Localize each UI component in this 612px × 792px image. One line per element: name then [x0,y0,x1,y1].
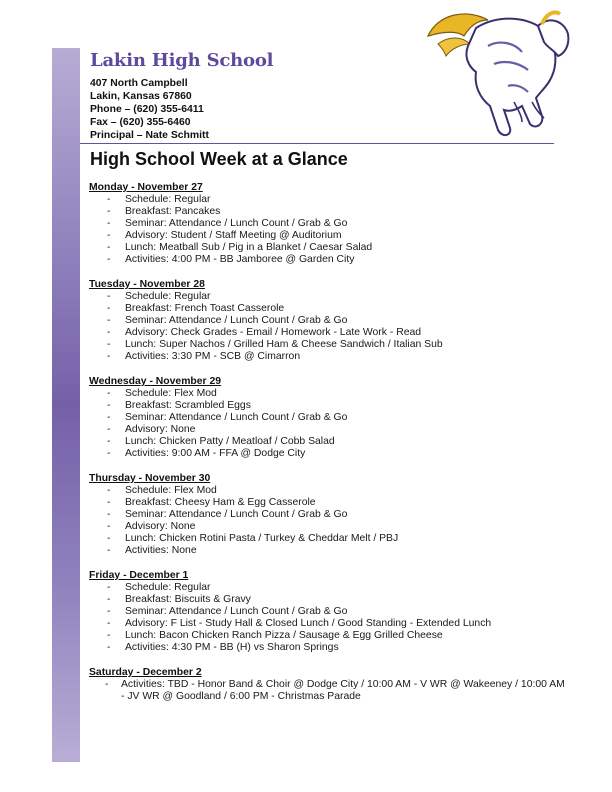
day-thursday [89,473,569,557]
item-text: Advisory: Student / Staff Meeting @ Auditorium [125,230,342,241]
dash-bullet: - [107,194,111,205]
item-text: Lunch: Super Nachos / Grilled Ham & Cheese Sandwich / Italian Sub [125,339,443,350]
list-item [89,339,569,351]
list-item [89,400,569,412]
day-items [89,388,569,460]
dash-bullet: - [107,291,111,302]
dash-bullet: - [107,424,111,435]
list-item [89,630,569,642]
day-tuesday [89,279,569,363]
week-schedule [89,182,569,716]
item-text: Activities: 4:30 PM - BB (H) vs Sharon Springs [125,642,339,653]
dash-bullet: - [105,679,109,690]
list-item [89,327,569,339]
dash-bullet: - [107,485,111,496]
phone-number: Phone – (620) 355-6411 [90,104,204,115]
dash-bullet: - [107,230,111,241]
item-text: Seminar: Attendance / Lunch Count / Grab & Go [125,509,348,520]
list-item [89,194,569,206]
day-wednesday [89,376,569,460]
item-text: Activities: 4:00 PM - BB Jamboree @ Garden City [125,254,355,265]
list-item [89,509,569,521]
dash-bullet: - [107,339,111,350]
fax-number: Fax – (620) 355-6460 [90,117,191,128]
list-item [89,618,569,630]
item-text: Schedule: Flex Mod [125,485,217,496]
item-text: Lunch: Chicken Patty / Meatloaf / Cobb Salad [125,436,335,447]
header-divider [80,143,554,144]
list-item [89,412,569,424]
day-items [89,291,569,363]
list-item [89,606,569,618]
list-item [89,254,569,266]
dash-bullet: - [107,521,111,532]
list-item [89,206,569,218]
item-text: Advisory: F List - Study Hall & Closed Lunch / Good Standing - Extended Lunch [125,618,492,629]
dash-bullet: - [107,594,111,605]
principal-name: Principal – Nate Schmitt [90,130,209,141]
list-item [89,497,569,509]
list-item [89,424,569,436]
item-text: Activities: 3:30 PM - SCB @ Cimarron [125,351,301,362]
list-item [89,485,569,497]
day-saturday [89,667,569,703]
mustang-mascot-logo [418,6,578,141]
item-text: Seminar: Attendance / Lunch Count / Grab & Go [125,315,348,326]
list-item [89,315,569,327]
list-item [89,230,569,242]
list-item [89,291,569,303]
list-item [89,594,569,606]
item-text: Schedule: Regular [125,194,211,205]
list-item [89,303,569,315]
school-name: Lakin High School [90,50,274,71]
day-monday [89,182,569,266]
item-text: Breakfast: Pancakes [125,206,221,217]
dash-bullet: - [107,509,111,520]
item-text: Seminar: Attendance / Lunch Count / Grab & Go [125,412,348,423]
dash-bullet: - [107,242,111,253]
dash-bullet: - [107,436,111,447]
item-text: Lunch: Chicken Rotini Pasta / Turkey & Cheddar Melt / PBJ [125,533,399,544]
item-text: Seminar: Attendance / Lunch Count / Grab & Go [125,606,348,617]
item-text: Advisory: Check Grades - Email / Homework - Late Work - Read [125,327,422,338]
dash-bullet: - [107,582,111,593]
day-items [89,582,569,654]
dash-bullet: - [107,642,111,653]
list-item [89,642,569,654]
school-header [90,50,273,142]
item-text: Lunch: Meatball Sub / Pig in a Blanket / Caesar Salad [125,242,373,253]
item-text: Lunch: Bacon Chicken Ranch Pizza / Sausage & Egg Grilled Cheese [125,630,443,641]
item-text: Activities: TBD - Honor Band & Choir @ Dodge City / 10:00 AM - V WR @ Wakeeney / 10:00 AM - JV WR @ Goodland / 6:00 PM - Christmas Parade [121,679,565,702]
dash-bullet: - [107,618,111,629]
item-text: Breakfast: Scrambled Eggs [125,400,251,411]
item-text: Breakfast: Biscuits & Gravy [125,594,251,605]
dash-bullet: - [107,497,111,508]
dash-bullet: - [107,218,111,229]
dash-bullet: - [107,206,111,217]
dash-bullet: - [107,351,111,362]
item-text: Advisory: None [125,521,196,532]
day-items [89,194,569,266]
dash-bullet: - [107,254,111,265]
list-item [89,582,569,594]
dash-bullet: - [107,412,111,423]
list-item [89,351,569,363]
decorative-side-bar [52,48,80,762]
day-heading: Wednesday - November 29 [89,376,222,387]
dash-bullet: - [107,545,111,556]
list-item [89,545,569,557]
item-text: Activities: 9:00 AM - FFA @ Dodge City [125,448,306,459]
day-items [89,485,569,557]
list-item [89,521,569,533]
item-text: Seminar: Attendance / Lunch Count / Grab & Go [125,218,348,229]
day-items [89,679,569,703]
item-text: Breakfast: French Toast Casserole [125,303,285,314]
item-text: Advisory: None [125,424,196,435]
day-heading: Friday - December 1 [89,570,189,581]
dash-bullet: - [107,533,111,544]
dash-bullet: - [107,315,111,326]
dash-bullet: - [107,303,111,314]
day-heading: Thursday - November 30 [89,473,211,484]
day-heading: Tuesday - November 28 [89,279,205,290]
dash-bullet: - [107,630,111,641]
dash-bullet: - [107,400,111,411]
dash-bullet: - [107,606,111,617]
dash-bullet: - [107,388,111,399]
item-text: Activities: None [125,545,197,556]
address-city: Lakin, Kansas 67860 [90,91,192,102]
dash-bullet: - [107,327,111,338]
list-item [89,679,569,703]
item-text: Schedule: Flex Mod [125,388,217,399]
list-item [89,448,569,460]
day-heading: Monday - November 27 [89,182,203,193]
list-item [89,533,569,545]
list-item [89,242,569,254]
address-street: 407 North Campbell [90,78,188,89]
page-title: High School Week at a Glance [90,149,348,169]
dash-bullet: - [107,448,111,459]
day-heading: Saturday - December 2 [89,667,202,678]
list-item [89,388,569,400]
list-item [89,436,569,448]
item-text: Schedule: Regular [125,291,211,302]
list-item [89,218,569,230]
item-text: Breakfast: Cheesy Ham & Egg Casserole [125,497,316,508]
item-text: Schedule: Regular [125,582,211,593]
day-friday [89,570,569,654]
